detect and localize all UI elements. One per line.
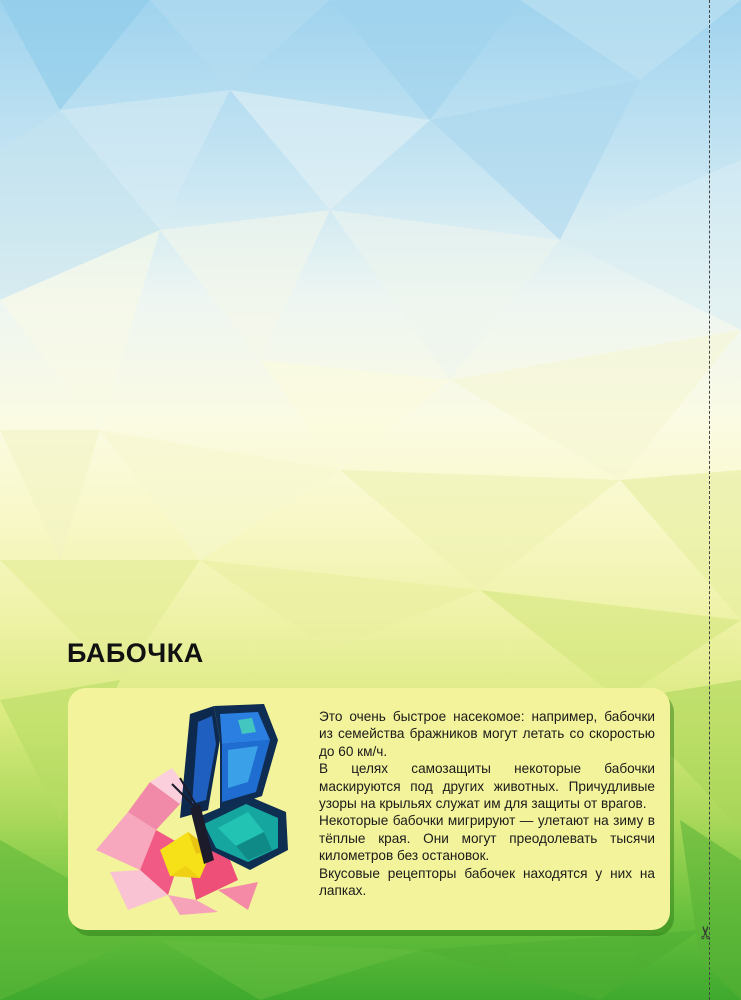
page-title: БАБОЧКА bbox=[67, 638, 204, 668]
cut-line bbox=[709, 0, 710, 1000]
butterfly-on-flower-icon bbox=[88, 700, 303, 915]
paragraph: В целях самозащиты некоторые бабочки маскируются под других животных. Причудливые узоры на крыльях служат им для защиты от врагов. bbox=[319, 761, 655, 812]
paragraph: Некоторые бабочки мигрируют — улетают на зиму в тёплые края. Они могут преодолевать тысячи километров без остановок. bbox=[319, 813, 655, 864]
scissors-icon: ✂ bbox=[696, 924, 718, 941]
paragraph: Вкусовые рецепторы бабочек находятся у них на лапках. bbox=[319, 865, 655, 899]
info-text bbox=[319, 708, 655, 899]
paragraph: Это очень быстрое насекомое: например, бабочки из семейства бражников могут летать со скоростью до 60 км/ч. bbox=[319, 709, 655, 759]
info-card bbox=[68, 688, 670, 930]
